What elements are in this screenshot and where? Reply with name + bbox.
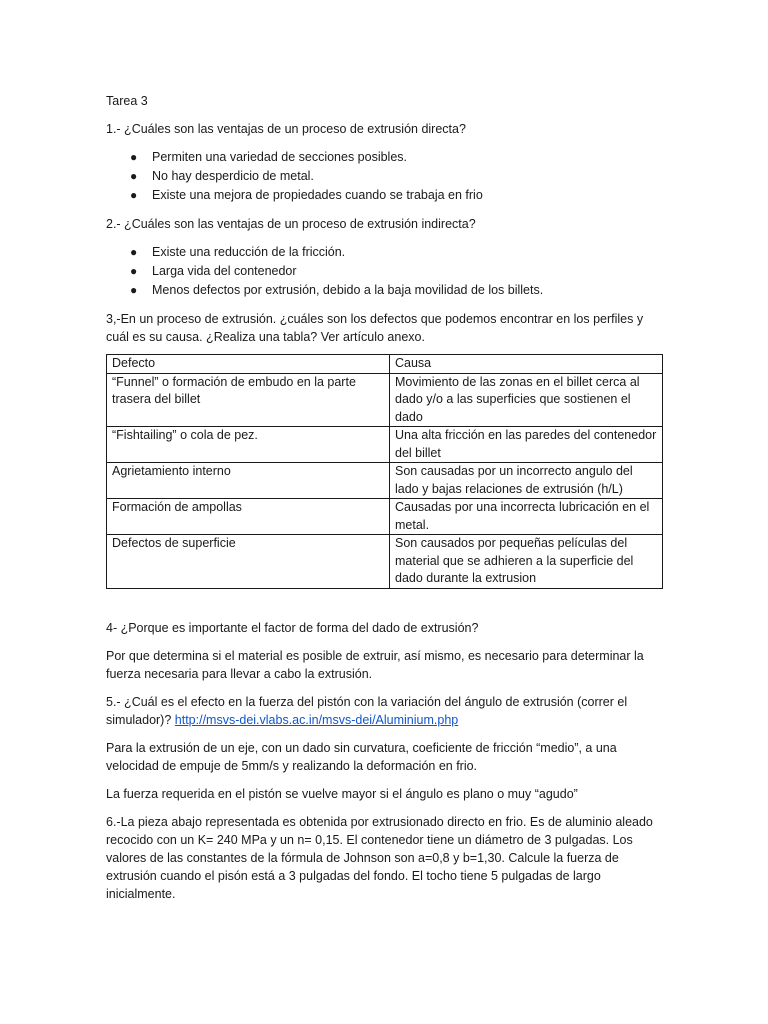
question-2-answer-list bbox=[106, 243, 664, 300]
document-page bbox=[106, 92, 664, 913]
table-row bbox=[107, 535, 663, 589]
table-row bbox=[107, 499, 663, 535]
table-cell-cause: Causadas por una incorrecta lubricación en el metal. bbox=[390, 499, 663, 535]
table-cell-defect: Agrietamiento interno bbox=[107, 463, 390, 499]
table-header-causa: Causa bbox=[390, 355, 663, 374]
list-item: ● Existe una mejora de propiedades cuando se trabaja en frio bbox=[106, 186, 664, 205]
question-5-text: 5.- ¿Cuál es el efecto en la fuerza del pistón con la variación del ángulo de extrusión (correr el simulador)? bbox=[106, 694, 628, 727]
answer-5-context: Para la extrusión de un eje, con un dado sin curvatura, coeficiente de fricción “medio”, a una velocidad de empuje de 5mm/s y realizando la deformación en frio. bbox=[106, 740, 617, 773]
list-item: ● Permiten una variedad de secciones posibles. bbox=[106, 148, 664, 167]
bullet-icon: ● bbox=[130, 283, 138, 297]
table-cell-defect: Formación de ampollas bbox=[107, 499, 390, 535]
table-cell-cause: Una alta fricción en las paredes del contenedor del billet bbox=[390, 427, 663, 463]
table-cell-cause: Movimiento de las zonas en el billet cerca al dado y/o a las superficies que sostienen el dado bbox=[390, 373, 663, 427]
document-title: Tarea 3 bbox=[106, 94, 148, 108]
list-item: ● Existe una reducción de la fricción. bbox=[106, 243, 664, 262]
question-1-answer-list bbox=[106, 148, 664, 205]
table-header-row bbox=[107, 355, 663, 374]
bullet-icon: ● bbox=[130, 264, 138, 278]
question-4: 4- ¿Porque es importante el factor de forma del dado de extrusión? bbox=[106, 620, 479, 635]
bullet-icon: ● bbox=[130, 169, 138, 183]
list-item: ● Larga vida del contenedor bbox=[106, 262, 664, 281]
table-cell-defect: “Funnel” o formación de embudo en la parte trasera del billet bbox=[107, 373, 390, 427]
answer-5-result: La fuerza requerida en el pistón se vuelve mayor si el ángulo es plano o muy “agudo” bbox=[106, 786, 578, 801]
table-row bbox=[107, 427, 663, 463]
list-item: ● Menos defectos por extrusión, debido a la baja movilidad de los billets. bbox=[106, 281, 664, 300]
table-row bbox=[107, 373, 663, 427]
question-6: 6.-La pieza abajo representada es obtenida por extrusionado directo en frio. Es de aluminio aleado recocido con un K= 240 MPa y un n= 0,15. El contenedor tiene un diámetro de 3 pulgadas. Los valores de las constantes de la fórmula de Johnson son a=0,8 y b=1,30. Calcule la fuerza de extrusión cuando el pisón está a 3 pulgadas del fondo. El tocho tiene 5 pulgadas de largo inicialmente. bbox=[106, 814, 653, 901]
table-row bbox=[107, 463, 663, 499]
table-cell-defect: Defectos de superficie bbox=[107, 535, 390, 589]
question-5 bbox=[106, 693, 664, 729]
question-1: 1.- ¿Cuáles son las ventajas de un proceso de extrusión directa? bbox=[106, 122, 466, 136]
defects-table bbox=[106, 354, 663, 589]
table-cell-cause: Son causados por pequeñas películas del material que se adhieren a la superficie del dado durante la extrusion bbox=[390, 535, 663, 589]
bullet-icon: ● bbox=[130, 188, 138, 202]
question-2: 2.- ¿Cuáles son las ventajas de un proceso de extrusión indirecta? bbox=[106, 217, 476, 231]
bullet-icon: ● bbox=[130, 150, 138, 164]
table-header-defecto: Defecto bbox=[107, 355, 390, 374]
question-3: 3,-En un proceso de extrusión. ¿cuáles son los defectos que podemos encontrar en los perfiles y cuál es su causa. ¿Realiza una tabla? Ver artículo anexo. bbox=[106, 312, 644, 344]
answer-4: Por que determina si el material es posible de extruir, así mismo, es necesario para determinar la fuerza necesaria para llevar a cabo la extrusión. bbox=[106, 648, 644, 681]
table-cell-defect: “Fishtailing” o cola de pez. bbox=[107, 427, 390, 463]
list-item: ● No hay desperdicio de metal. bbox=[106, 167, 664, 186]
bullet-icon: ● bbox=[130, 245, 138, 259]
simulator-link[interactable]: http://msvs-dei.vlabs.ac.in/msvs-dei/Aluminium.php bbox=[174, 712, 459, 727]
table-cell-cause: Son causadas por un incorrecto angulo del lado y bajas relaciones de extrusión (h/L) bbox=[390, 463, 663, 499]
